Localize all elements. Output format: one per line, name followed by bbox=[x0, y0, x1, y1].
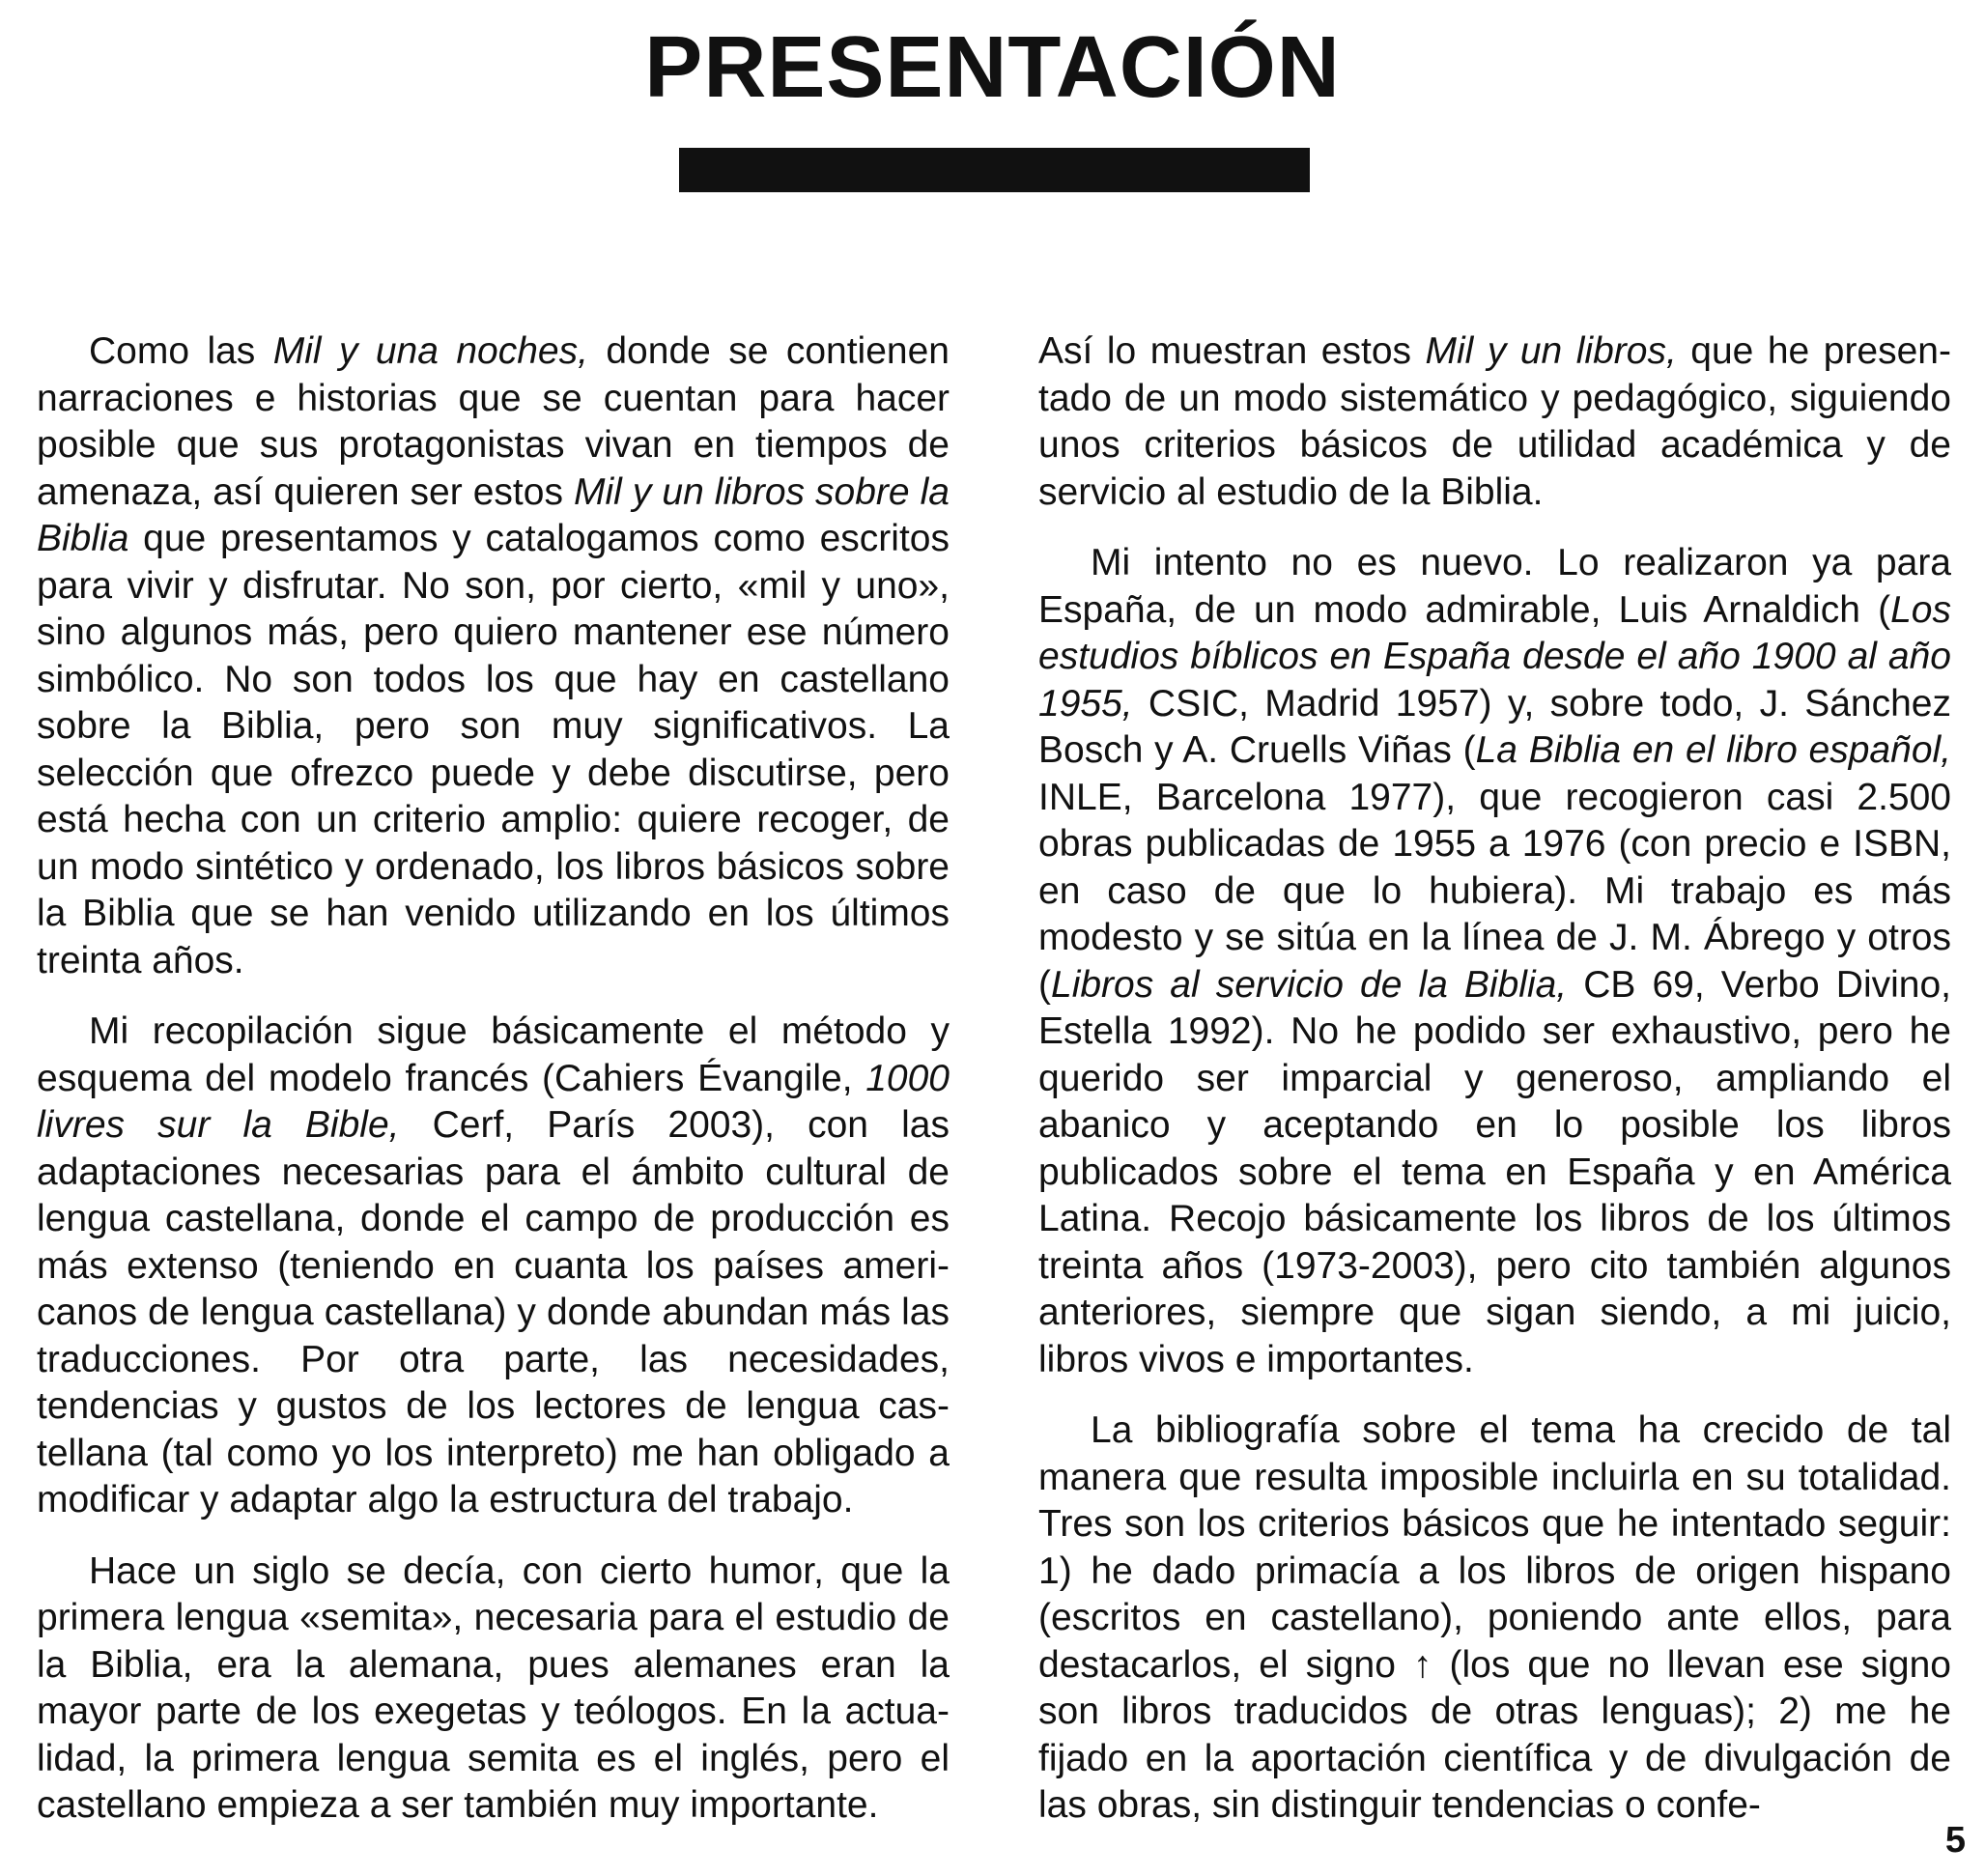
paragraph: Mi intento no es nuevo. Lo realizaron ya para España, de un modo admirable, Luis Arnaldich (Los estudios bíblicos en España desde el año 1900 al año 1955, CSIC, Madrid 1957) y, sobre todo, J. Sánchez Bosch y A. Cruells Viñas (La Biblia en el libro español, INLE, Barcelona 1977), que recogieron casi 2.500 obras publicadas de 1955 a 1976 (con precio e ISBN, en caso de que lo hubiera). Mi trabajo es más modesto y se sitúa en la línea de J. M. Ábrego y otros (Libros al servicio de la Biblia, CB 69, Verbo Divino, Estella 1992). No he podido ser exhaustivo, pero he querido ser imparcial y generoso, ampliando el abanico y aceptando en lo posible los libros publicados sobre el tema en España y en América Latina. Recojo básicamente los libros de los últimos treinta años (1973-2003), pero cito también algunos anteriores, siempre que sigan siendo, a mi juicio, libros vivos e importantes. bbox=[1038, 542, 1952, 1380]
paragraph: Como las Mil y una noches, donde se contienen narraciones e historias que se cuentan para hacer posible que sus protagonistas vivan en tiempos de amenaza, así quieren ser estos Mil y un libros sobre la Biblia que presentamos y catalogamos como escritos para vivir y disfrutar. No son, por cierto, «mil y uno», sino algunos más, pero quiero mantener ese número simbólico. No son todos los que hay en castellano sobre la Biblia, pero son muy significativos. La selección que ofrezco puede y debe discutirse, pero está hecha con un criterio amplio: quiere recoger, de un modo sintético y ordenado, los libros básicos sobre la Biblia que se han venido utilizando en los últimos treinta años. bbox=[37, 330, 950, 981]
italic-title: 1000 livres sur la Bible, bbox=[37, 1057, 950, 1146]
paragraph: La bibliografía sobre el tema ha crecido de tal manera que resulta imposible incluirla en su totalidad. Tres son los criterios básicos que he intentado seguir: 1) he dado primacía a los libros de origen hispano (escritos en castellano), poniendo ante ellos, para destacarlos, el signo ↑ (los que no llevan ese signo son libros traducidos de otras lenguas); 2) me he fijado en la aportación científica y de divulgación de las obras, sin distinguir tendencias o confe- bbox=[1038, 1409, 1951, 1826]
page-number: 5 bbox=[1944, 1820, 1966, 1861]
paragraph: Hace un siglo se decía, con cierto humor, que la primera lengua «semita», necesaria para el estudio de la Biblia, era la alemana, pues alemanes eran la mayor parte de los exegetas y teólogos. En la actualidad, la primera lengua semita es el inglés, pero el castellano empieza a ser también muy importante. bbox=[37, 1549, 950, 1826]
italic-title: La Biblia en el libro español, bbox=[1475, 729, 1952, 771]
right-column bbox=[1038, 328, 1951, 1854]
left-column bbox=[37, 328, 950, 1854]
italic-title: Los estudios bíblicos en España desde el año 1900 al año 1955, bbox=[1038, 588, 1951, 725]
italic-title: Mil y un libros, bbox=[1425, 330, 1677, 372]
italic-title: Mil y un libros sobre la Biblia bbox=[37, 470, 950, 559]
italic-title: Libros al servicio de la Biblia, bbox=[1051, 963, 1568, 1006]
paragraph: Mi recopilación sigue básicamente el método y esquema del modelo francés (Cahiers Évangile, 1000 livres sur la Bible, Cerf, París 2003), con las adaptaciones necesarias para el ámbito cultural de lengua castellana, donde el campo de producción es más extenso (teniendo en cuanta los países americanos de lengua castellana) y donde abundan más las traducciones. Por otra parte, las necesidades, tendencias y gustos de los lectores de lengua castellana (tal como yo los interpreto) me han obligado a modificar y adaptar algo la estructura del trabajo. bbox=[37, 1010, 950, 1521]
title-underline-bar bbox=[679, 148, 1310, 192]
italic-title: Mil y una noches, bbox=[272, 330, 588, 372]
page-title: PRESENTACIÓN bbox=[644, 19, 1341, 116]
paragraph: Así lo muestran estos Mil y un libros, que he presentado de un modo sistemático y pedagógico, siguiendo unos criterios básicos de utilidad académica y de servicio al estudio de la Biblia. bbox=[1038, 330, 1951, 513]
